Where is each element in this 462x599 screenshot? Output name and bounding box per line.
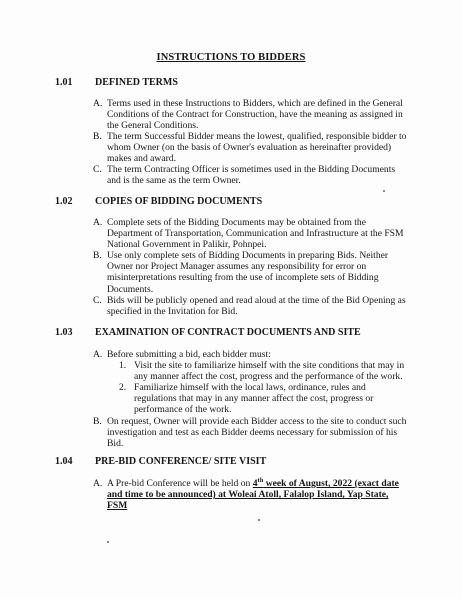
ordinal-number: 4 <box>252 478 258 489</box>
text-line: and is the same as the term Owner. <box>107 175 241 187</box>
scan-speck <box>383 190 385 192</box>
scan-speck <box>258 519 260 521</box>
item-text <box>107 217 403 251</box>
text-run: week of August, 2022 (exact date <box>263 478 399 489</box>
section-number: 1.01 <box>55 77 73 88</box>
item-text <box>107 295 406 318</box>
section-title: PRE-BID CONFERENCE/ SITE VISIT <box>95 456 267 467</box>
item-text <box>107 250 403 295</box>
section-heading-1-04 <box>55 456 266 467</box>
text-line: FSM <box>107 500 128 512</box>
text-line <box>107 478 403 489</box>
text-line: Visit the site to familiarize himself with the site conditions that may in <box>134 360 405 371</box>
text-line: any manner affect the cost, progress and the performance of the work. <box>134 371 403 383</box>
item-letter: B. <box>93 131 102 142</box>
text-line: The term Contracting Officer is sometimes used in the Bidding Documents <box>107 164 396 175</box>
item-text <box>107 349 403 360</box>
item-text <box>107 478 403 512</box>
text-line: Department of Transportation, Communication and Infrastructure at the FSM <box>107 228 404 240</box>
item-letter: B. <box>93 250 102 261</box>
section-title: COPIES OF BIDDING DOCUMENTS <box>95 196 263 207</box>
item-text <box>107 164 403 186</box>
item-text <box>134 360 409 382</box>
text-line: specified in the Invitation for Bid. <box>107 306 238 318</box>
text-line: investigation and test as each Bidder deems necessary for submission of his <box>107 427 398 439</box>
section-title: DEFINED TERMS <box>95 77 178 88</box>
text-line: performance of the work. <box>134 404 232 416</box>
text-line: makes and award. <box>107 153 176 165</box>
item-text <box>107 131 407 165</box>
ordinal-suffix: th <box>257 476 264 484</box>
text-line: Bid. <box>107 438 124 450</box>
text-line: Owner nor Project Manager assumes any responsibility for error on <box>107 261 367 273</box>
text-line: Familiarize himself with the local laws, ordinance, rules and <box>134 382 366 393</box>
item-letter: A. <box>93 349 103 360</box>
text-line: The term Successful Bidder means the lowest, qualified, responsible bidder to <box>107 131 407 142</box>
text-line: Use only complete sets of Bidding Documents in preparing Bids. Neither <box>107 250 389 261</box>
scan-speck <box>107 541 109 543</box>
text-line: Complete sets of the Bidding Documents may be obtained from the <box>107 217 366 228</box>
section-title: EXAMINATION OF CONTRACT DOCUMENTS AND SITE <box>95 327 361 338</box>
item-number: 1. <box>119 360 127 371</box>
item-letter: B. <box>93 416 102 427</box>
item-letter: A. <box>93 98 103 109</box>
item-letter: C. <box>93 295 102 306</box>
item-number: 2. <box>119 382 127 393</box>
document-title: INSTRUCTIONS TO BIDDERS <box>156 52 306 63</box>
section-heading-1-01 <box>55 77 178 88</box>
text-line: On request, Owner will provide each Bidder access to the site to conduct such <box>107 416 407 427</box>
text-line: the General Conditions. <box>107 120 199 132</box>
text-line: misinterpretations resulting from the use of incomplete sets of Bidding <box>107 272 379 284</box>
item-text <box>107 98 403 132</box>
text-line: Conditions of the Contract for Construction, have the meaning as assigned in <box>107 109 403 121</box>
item-letter: C. <box>93 164 102 175</box>
item-letter: A. <box>93 478 103 489</box>
text-line: and time to be announced) at Woleai Atoll, Falalop Island, Yap State, <box>107 489 389 501</box>
section-number: 1.02 <box>55 196 73 207</box>
section-number: 1.04 <box>55 456 73 467</box>
section-heading-1-02 <box>55 196 262 207</box>
text-line: whom Owner (on the basis of Owner's evaluation as hereinafter provided) <box>107 142 392 154</box>
text-line: Before submitting a bid, each bidder must: <box>107 349 271 360</box>
section-heading-1-03 <box>55 327 361 338</box>
text-run: A Pre-bid Conference will be held on <box>107 478 253 489</box>
item-letter: A. <box>93 217 103 228</box>
text-line: Bids will be publicly opened and read aloud at the time of the Bid Opening as <box>107 295 406 306</box>
date-emphasis <box>253 478 399 489</box>
text-line: Documents. <box>107 283 154 295</box>
item-text <box>134 382 409 416</box>
text-line: National Government in Palikir, Pohnpei. <box>107 239 267 251</box>
text-line: Terms used in these Instructions to Bidders, which are defined in the General <box>107 98 403 109</box>
item-text <box>107 416 407 450</box>
section-number: 1.03 <box>55 327 73 338</box>
text-line: regulations that may in any manner affect the cost, progress or <box>134 393 374 405</box>
